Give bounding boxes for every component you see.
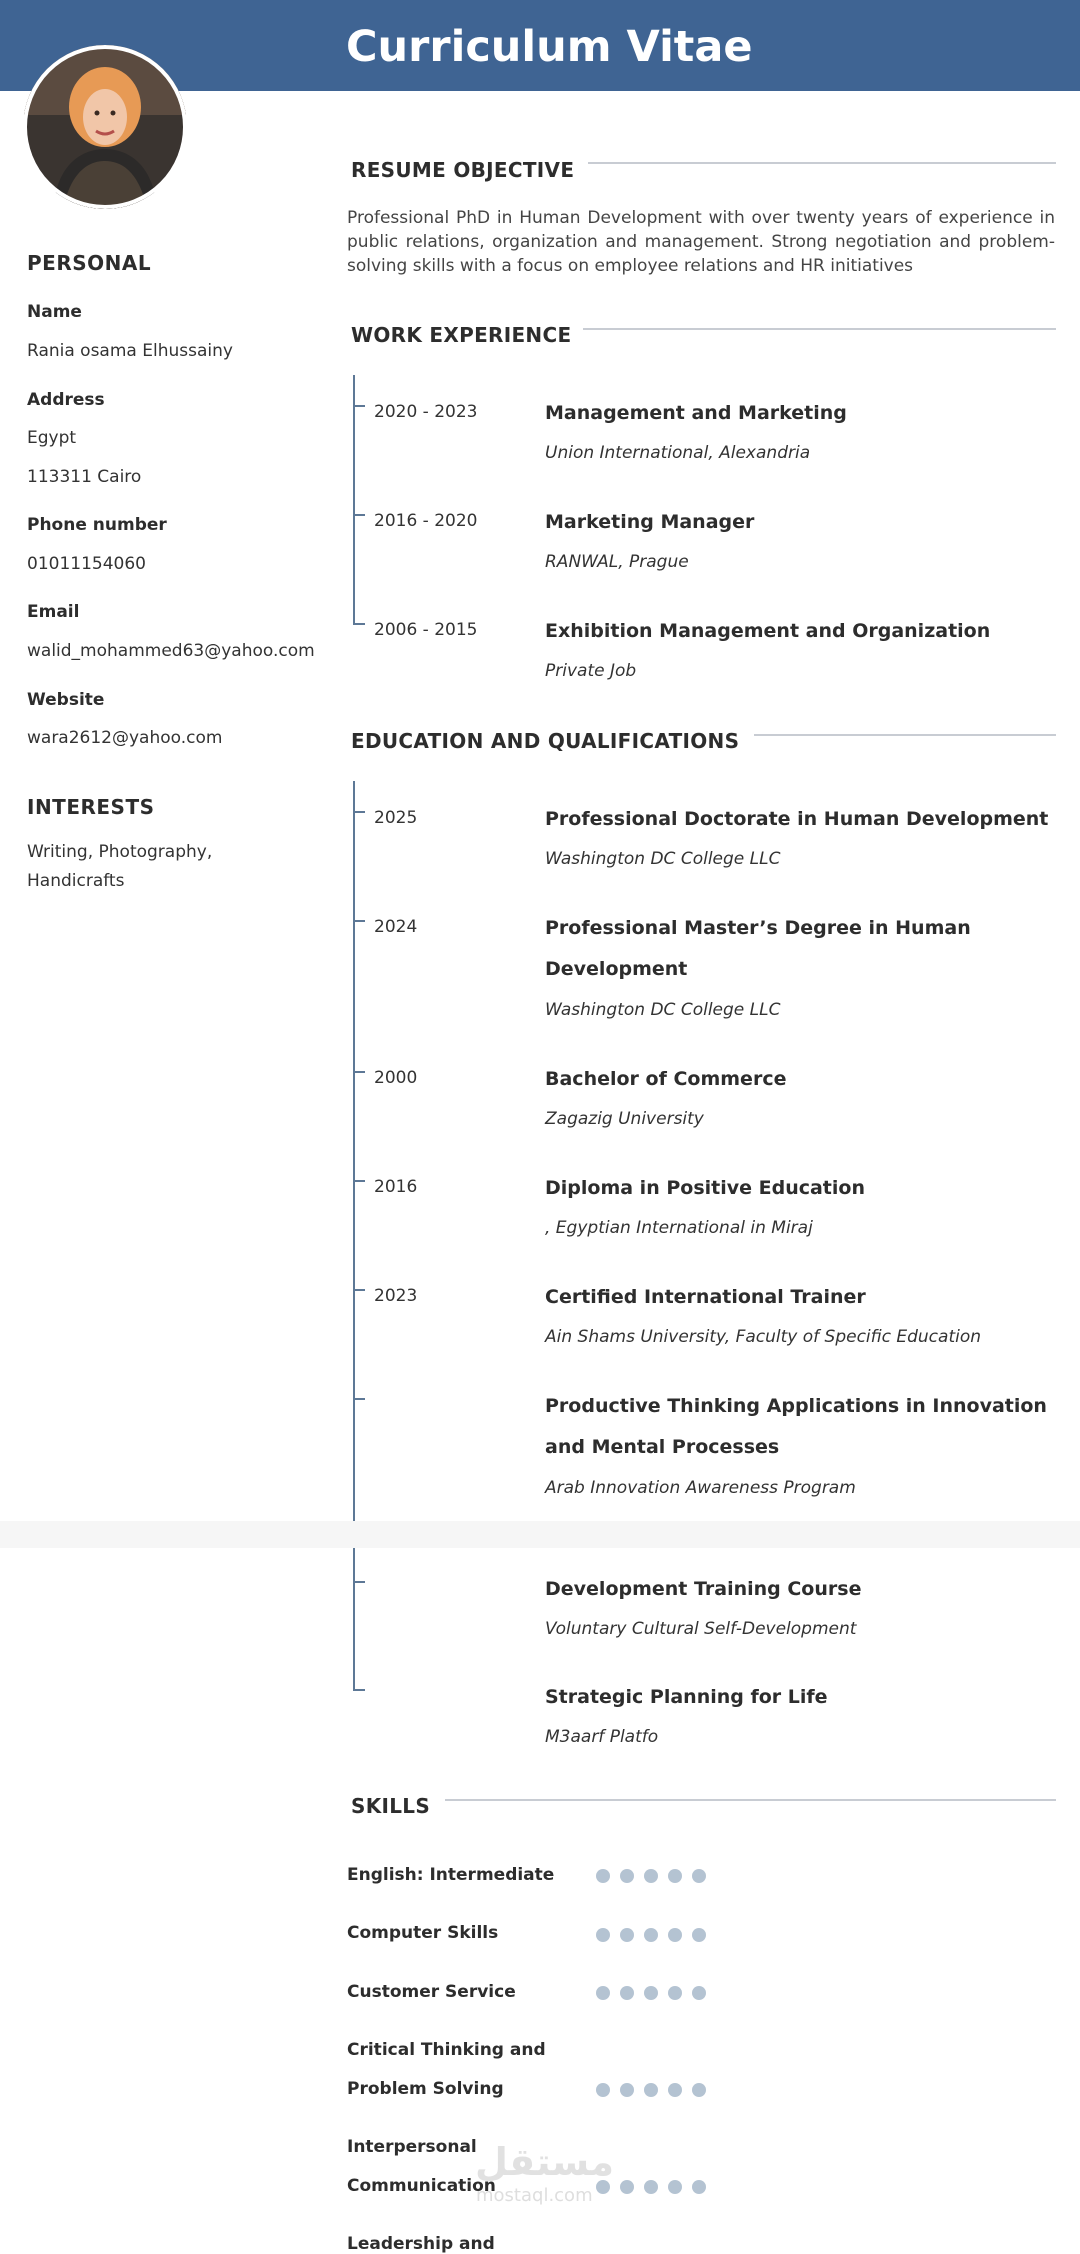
skill-name: Customer Service [347,1982,516,2002]
rating-dot [620,1928,634,1942]
education-heading: EDUCATION AND QUALIFICATIONS [351,729,740,753]
education-item-date: 2025 [374,808,418,828]
education-item-org: Arab Innovation Awareness Program [545,1478,856,1498]
rating-dot [692,2083,706,2097]
rating-dot [668,1928,682,1942]
work-item-date: 2020 - 2023 [374,402,478,422]
objective-heading: RESUME OBJECTIVE [351,158,575,182]
name-value: Rania osama Elhussainy [27,341,233,361]
work-timeline-tick [353,405,365,407]
skill-name: Interpersonal [347,2137,477,2157]
education-item-title-line-2: Development [545,958,688,980]
work-item-date: 2006 - 2015 [374,620,478,640]
rating-dot [644,1869,658,1883]
objective-heading-rule [588,162,1056,164]
rating-dot [620,2180,634,2194]
avatar [23,45,187,209]
education-item-title: Professional Doctorate in Human Development [545,808,1049,830]
objective-text: Professional PhD in Human Development with over twenty years of experience in public relations, organization and management. Strong negotiation and problem-solving skills with a focus on employee relations and HR initiatives [347,208,1055,276]
rating-dot [668,2083,682,2097]
rating-dot [692,1986,706,2000]
skill-name: Leadership and [347,2234,495,2254]
education-timeline-line [353,781,355,1521]
education-timeline-tick [353,1180,365,1182]
education-item-date: 2023 [374,1286,418,1306]
skill-name: Critical Thinking and [347,2040,546,2060]
education-item-org: M3aarf Platfo [545,1727,659,1747]
email-value[interactable]: walid_mohammed63@yahoo.com [27,641,315,661]
work-item-title: Management and Marketing [545,402,847,424]
interests-line-1: Writing, Photography, [27,842,213,862]
education-item-org: Ain Shams University, Faculty of Specific Education [545,1327,982,1347]
education-item-title: Bachelor of Commerce [545,1068,787,1090]
education-item-date: 2000 [374,1068,418,1088]
rating-dot [668,1869,682,1883]
work-timeline-line [353,375,355,625]
education-item-title: Strategic Planning for Life [545,1686,828,1708]
rating-dot [596,1928,610,1942]
education-item-org: Washington DC College LLC [545,1000,781,1020]
education-item-date: 2024 [374,917,418,937]
education-item-date: 2016 [374,1177,418,1197]
address-city: 113311 Cairo [27,467,142,487]
name-label: Name [27,302,82,322]
rating-dot [596,2083,610,2097]
education-timeline-tick [353,811,365,813]
education-item-org: Voluntary Cultural Self-Development [545,1619,857,1639]
rating-dot [596,1869,610,1883]
education-item-title: Productive Thinking Applications in Innovation [545,1395,1047,1417]
education-item-title: Certified International Trainer [545,1286,866,1308]
education-timeline-tick [353,1071,365,1073]
education-timeline-tick [353,920,365,922]
work-item-org: RANWAL, Prague [545,552,689,572]
skill-name-line-2: Communication [347,2176,496,2196]
education-timeline-tick [353,1581,365,1583]
skills-heading: SKILLS [351,1794,431,1818]
page-title: Curriculum Vitae [346,22,753,72]
watermark-url: mostaql.com [476,2185,593,2206]
education-item-title-line-2: and Mental Processes [545,1436,780,1458]
rating-dot [644,1928,658,1942]
work-timeline-tick [353,623,365,625]
education-item-org: Washington DC College LLC [545,849,781,869]
education-item-title: Diploma in Positive Education [545,1177,865,1199]
skill-name: Computer Skills [347,1923,499,1943]
education-timeline-tick [353,1689,365,1691]
work-heading-rule [583,328,1056,330]
rating-dot [668,2180,682,2194]
rating-dot [620,2083,634,2097]
page-break-band [0,1521,1080,1548]
education-timeline-tick [353,1398,365,1400]
rating-dot [668,1986,682,2000]
interests-line-2: Handicrafts [27,871,125,891]
education-item-title: Development Training Course [545,1578,862,1600]
website-label: Website [27,690,105,710]
personal-heading: PERSONAL [27,251,152,275]
work-timeline-tick [353,514,365,516]
address-country: Egypt [27,428,77,448]
skill-name: English: Intermediate [347,1865,555,1885]
education-item-title: Professional Master’s Degree in Human [545,917,971,939]
rating-dot [644,2180,658,2194]
work-item-org: Private Job [545,661,637,681]
phone-value: 01011154060 [27,554,146,574]
interests-heading: INTERESTS [27,795,155,819]
website-value[interactable]: wara2612@yahoo.com [27,728,223,748]
education-item-org: Zagazig University [545,1109,704,1129]
work-item-date: 2016 - 2020 [374,511,478,531]
rating-dot [692,2180,706,2194]
work-item-title: Marketing Manager [545,511,755,533]
education-heading-rule [754,734,1056,736]
rating-dot [620,1986,634,2000]
phone-label: Phone number [27,515,167,535]
education-timeline-line [353,1548,355,1690]
work-item-title: Exhibition Management and Organization [545,620,991,642]
rating-dot [596,1986,610,2000]
rating-dot [692,1928,706,1942]
skill-name-line-2: Problem Solving [347,2079,504,2099]
skills-heading-rule [445,1799,1056,1801]
email-label: Email [27,602,80,622]
rating-dot [620,1869,634,1883]
work-heading: WORK EXPERIENCE [351,323,572,347]
rating-dot [644,2083,658,2097]
work-item-org: Union International, Alexandria [545,443,811,463]
rating-dot [644,1986,658,2000]
education-timeline-tick [353,1289,365,1291]
address-label: Address [27,390,105,410]
watermark-logo: مستقل [475,2140,614,2184]
rating-dot [692,1869,706,1883]
education-item-org: , Egyptian International in Miraj [545,1218,813,1238]
avatar-portrait-image [23,45,187,209]
